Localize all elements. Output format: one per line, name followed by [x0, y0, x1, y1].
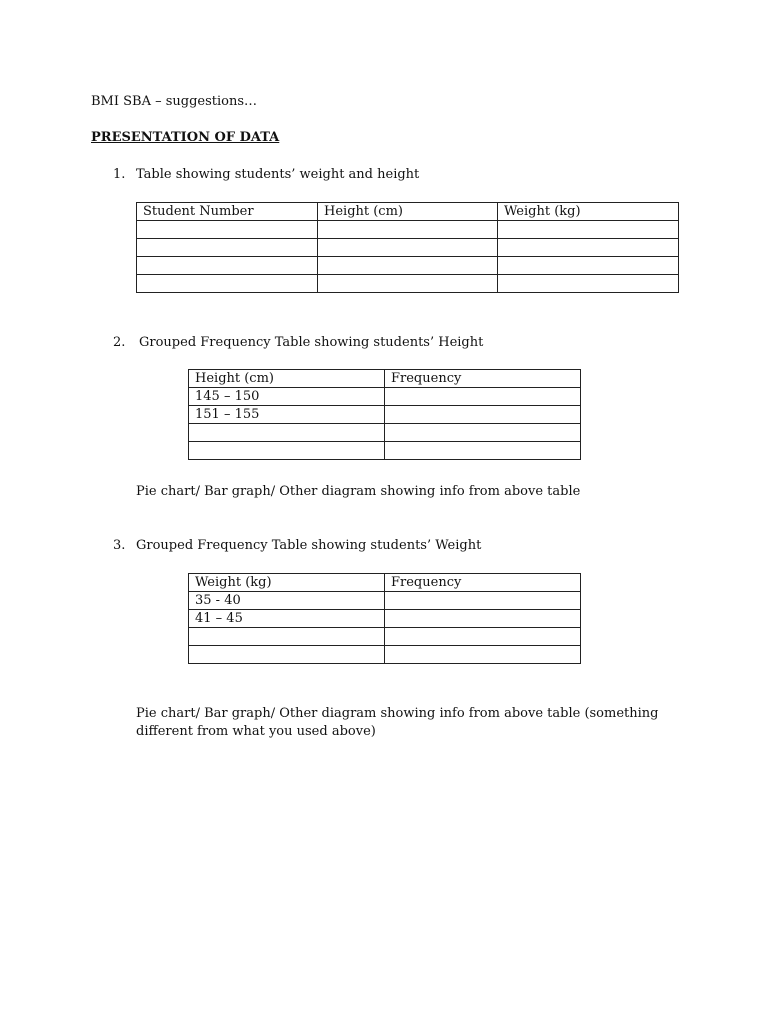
table-header-cell: Weight (kg)	[189, 574, 385, 592]
table-cell	[385, 646, 581, 664]
table-header-cell: Student Number	[137, 203, 318, 221]
table-cell	[385, 406, 581, 424]
table-row	[189, 388, 581, 406]
table-cell	[498, 275, 679, 293]
table-cell: 145 – 150	[189, 388, 385, 406]
table-header-row	[189, 574, 581, 592]
table-cell	[189, 442, 385, 460]
table-row	[189, 646, 581, 664]
table-row	[137, 275, 679, 293]
table-row	[137, 221, 679, 239]
item-1-text: Table showing students’ weight and height	[136, 167, 420, 182]
table-cell: 41 – 45	[189, 610, 385, 628]
table-cell	[318, 257, 498, 275]
table-header-row	[189, 370, 581, 388]
table-cell: 35 - 40	[189, 592, 385, 610]
student-weight-height-table	[136, 202, 679, 293]
table-row	[189, 442, 581, 460]
table-cell	[137, 221, 318, 239]
table-cell	[385, 628, 581, 646]
item-2-number: 2.	[113, 335, 126, 350]
table-row	[137, 239, 679, 257]
diagram-note-1: Pie chart/ Bar graph/ Other diagram showing info from above table	[136, 484, 581, 499]
table-cell	[137, 257, 318, 275]
table-row	[137, 257, 679, 275]
table-header-cell: Frequency	[385, 574, 581, 592]
table-cell	[318, 239, 498, 257]
table-row	[189, 628, 581, 646]
table-cell	[137, 275, 318, 293]
table-header-cell: Frequency	[385, 370, 581, 388]
height-frequency-table	[188, 369, 581, 460]
table-cell	[385, 424, 581, 442]
table-cell	[189, 646, 385, 664]
table-header-cell: Weight (kg)	[498, 203, 679, 221]
table-cell	[137, 239, 318, 257]
item-3-text: Grouped Frequency Table showing students’ Weight	[136, 538, 482, 553]
table-cell	[498, 221, 679, 239]
section-heading: PRESENTATION OF DATA	[91, 130, 280, 145]
table-cell	[498, 257, 679, 275]
table-row	[189, 424, 581, 442]
table-header-row	[137, 203, 679, 221]
table-cell: 151 – 155	[189, 406, 385, 424]
table-cell	[189, 424, 385, 442]
document-title: BMI SBA – suggestions…	[91, 94, 258, 109]
table-cell	[189, 628, 385, 646]
table-cell	[385, 592, 581, 610]
table-header-cell: Height (cm)	[318, 203, 498, 221]
diagram-note-2-line-2: different from what you used above)	[136, 724, 376, 739]
table-cell	[385, 610, 581, 628]
table-cell	[318, 275, 498, 293]
diagram-note-2-line-1: Pie chart/ Bar graph/ Other diagram showing info from above table (something	[136, 706, 659, 721]
table-row	[189, 592, 581, 610]
table-header-cell: Height (cm)	[189, 370, 385, 388]
item-1-number: 1.	[113, 167, 126, 182]
item-2-text: Grouped Frequency Table showing students’ Height	[139, 335, 484, 350]
table-row	[189, 610, 581, 628]
table-cell	[385, 388, 581, 406]
table-cell	[318, 221, 498, 239]
item-3-number: 3.	[113, 538, 126, 553]
weight-frequency-table	[188, 573, 581, 664]
table-row	[189, 406, 581, 424]
table-cell	[498, 239, 679, 257]
table-cell	[385, 442, 581, 460]
